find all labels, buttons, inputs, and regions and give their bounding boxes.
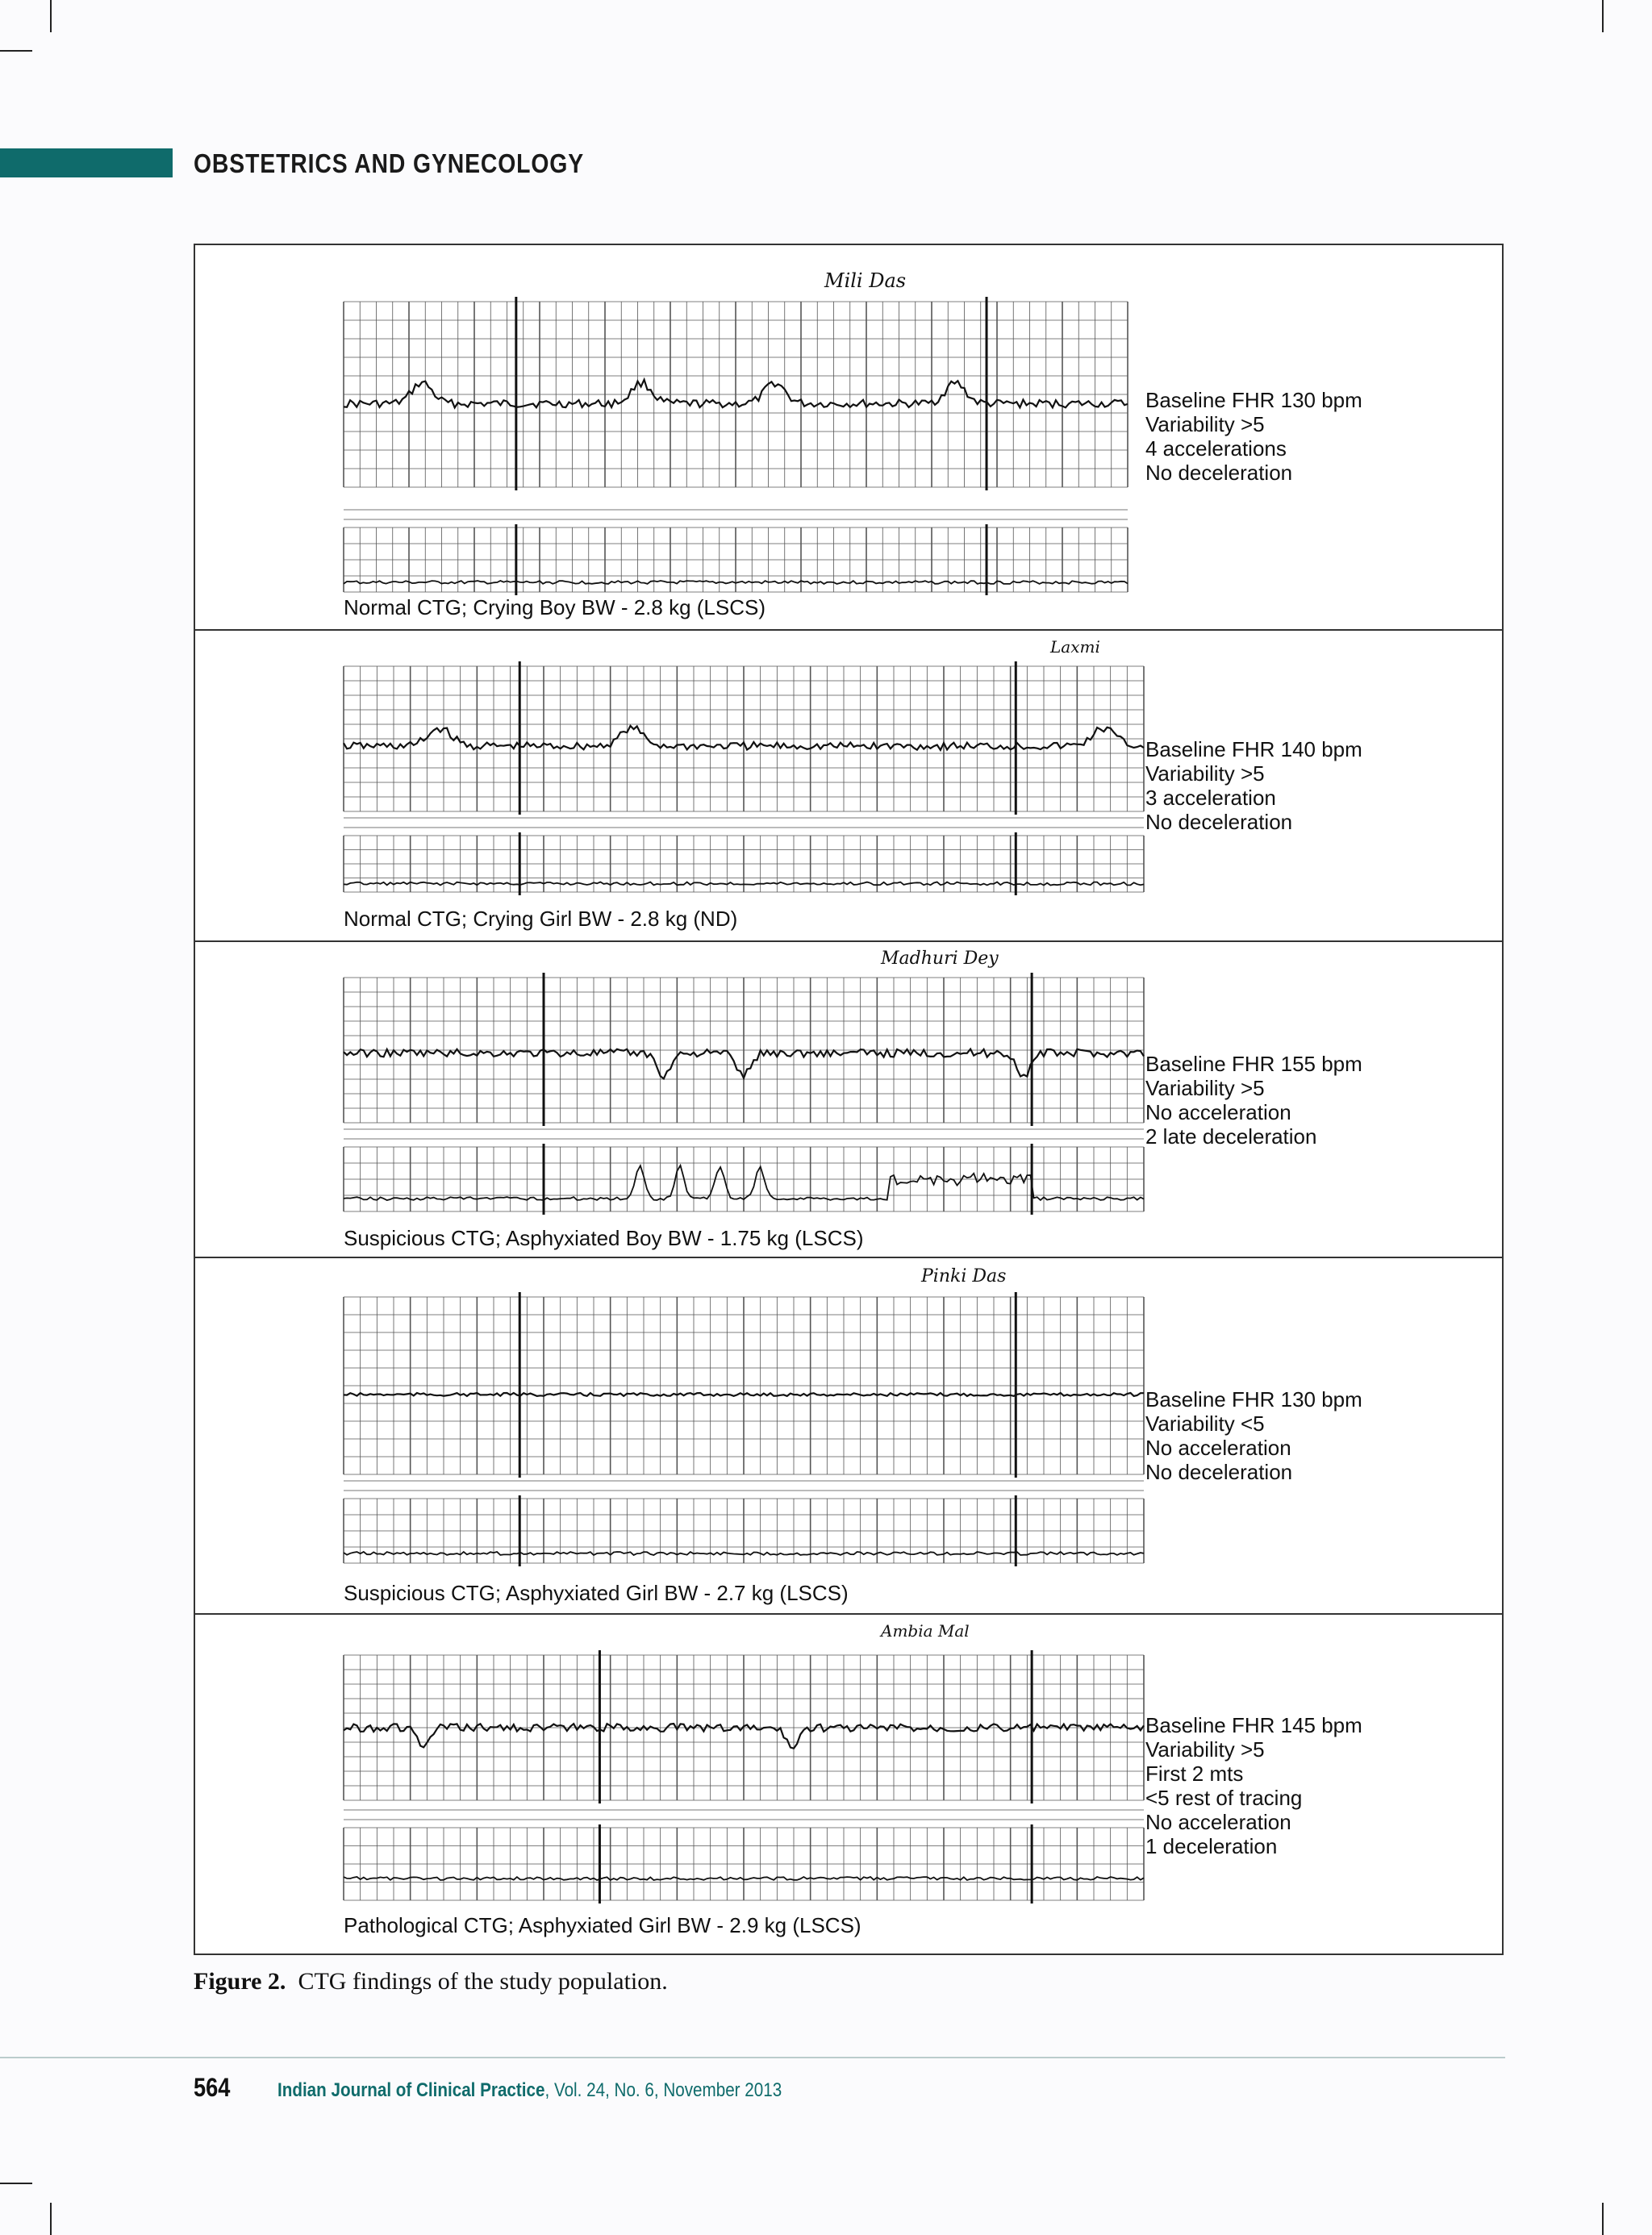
handwritten-patient-name: Pinki Das: [921, 1266, 1007, 1286]
finding-line: Baseline FHR 145 bpm: [1145, 1713, 1362, 1737]
figure-caption-text: CTG findings of the study population.: [298, 1968, 668, 1995]
journal-name: Indian Journal of Clinical Practice: [277, 2079, 545, 2101]
ctg-panel: [195, 629, 1502, 940]
journal-issue: , Vol. 24, No. 6, November 2013: [544, 2079, 782, 2101]
section-color-bar: [0, 148, 173, 177]
panel-caption: Normal CTG; Crying Boy BW - 2.8 kg (LSCS): [344, 595, 766, 619]
finding-line: Variability >5: [1145, 1076, 1265, 1100]
ctg-findings: [1145, 737, 1362, 834]
finding-line: 4 accelerations: [1145, 436, 1287, 461]
panel-caption: Normal CTG; Crying Girl BW - 2.8 kg (ND): [344, 907, 738, 931]
ctg-findings: [1145, 388, 1362, 485]
finding-line: Variability >5: [1145, 761, 1265, 786]
ctg-grid: [344, 1650, 1144, 1904]
finding-line: 1 deceleration: [1145, 1834, 1278, 1858]
finding-line: Variability >5: [1145, 412, 1265, 436]
finding-line: No acceleration: [1145, 1810, 1291, 1834]
crop-mark: [1602, 2203, 1604, 2235]
finding-line: No deceleration: [1145, 1460, 1293, 1484]
ctg-findings: [1145, 1387, 1362, 1484]
figure-caption-label: Figure 2.: [194, 1968, 286, 1995]
panel-caption: Suspicious CTG; Asphyxiated Boy BW - 1.75 kg (LSCS): [344, 1226, 864, 1250]
ctg-grid: [344, 661, 1144, 895]
handwritten-patient-name: Mili Das: [824, 269, 907, 292]
crop-mark: [0, 50, 32, 52]
crop-mark: [50, 0, 52, 32]
ctg-tracing: [340, 949, 1147, 1220]
panel-caption: Suspicious CTG; Asphyxiated Girl BW - 2.7 kg (LSCS): [344, 1581, 849, 1605]
page-number: 564: [194, 2073, 231, 2102]
finding-line: Variability >5: [1145, 1737, 1265, 1762]
section-title: OBSTETRICS AND GYNECOLOGY: [194, 148, 585, 178]
finding-line: First 2 mts: [1145, 1762, 1244, 1786]
crop-mark: [0, 2183, 32, 2184]
finding-line: Baseline FHR 155 bpm: [1145, 1052, 1362, 1076]
ctg-findings: [1145, 1052, 1362, 1149]
ctg-tracing: [340, 1621, 1147, 1905]
finding-line: <5 rest of tracing: [1145, 1786, 1303, 1810]
figure-box: [194, 244, 1504, 1955]
footer-rule: [0, 2057, 1505, 2058]
ctg-tracing: [340, 637, 1147, 900]
finding-line: 3 acceleration: [1145, 786, 1276, 810]
ctg-tracing: [340, 269, 1131, 600]
panel-caption: Pathological CTG; Asphyxiated Girl BW - 2.9 kg (LSCS): [344, 1913, 861, 1937]
ctg-panel: [195, 245, 1502, 629]
finding-line: No acceleration: [1145, 1436, 1291, 1460]
ctg-tracing: [340, 1266, 1147, 1571]
finding-line: No acceleration: [1145, 1100, 1291, 1124]
journal-citation: [277, 2079, 782, 2102]
ctg-grid: [344, 297, 1128, 595]
figure-caption: [194, 1968, 668, 1995]
finding-line: Baseline FHR 130 bpm: [1145, 388, 1362, 412]
finding-line: Variability <5: [1145, 1411, 1265, 1436]
ctg-grid: [344, 1292, 1144, 1566]
crop-mark: [1602, 0, 1604, 32]
finding-line: Baseline FHR 140 bpm: [1145, 737, 1362, 761]
ctg-grid: [344, 973, 1144, 1215]
ctg-panel: [195, 940, 1502, 1257]
handwritten-patient-name: Ambia Mal: [881, 1621, 970, 1641]
finding-line: 2 late deceleration: [1145, 1124, 1317, 1149]
ctg-findings: [1145, 1713, 1362, 1858]
ctg-panel: [195, 1613, 1502, 1955]
finding-line: Baseline FHR 130 bpm: [1145, 1387, 1362, 1411]
ctg-panel: [195, 1257, 1502, 1613]
handwritten-patient-name: Laxmi: [1050, 637, 1100, 657]
finding-line: No deceleration: [1145, 810, 1293, 834]
finding-line: No deceleration: [1145, 461, 1293, 485]
crop-mark: [50, 2203, 52, 2235]
handwritten-patient-name: Madhuri Dey: [881, 949, 999, 969]
